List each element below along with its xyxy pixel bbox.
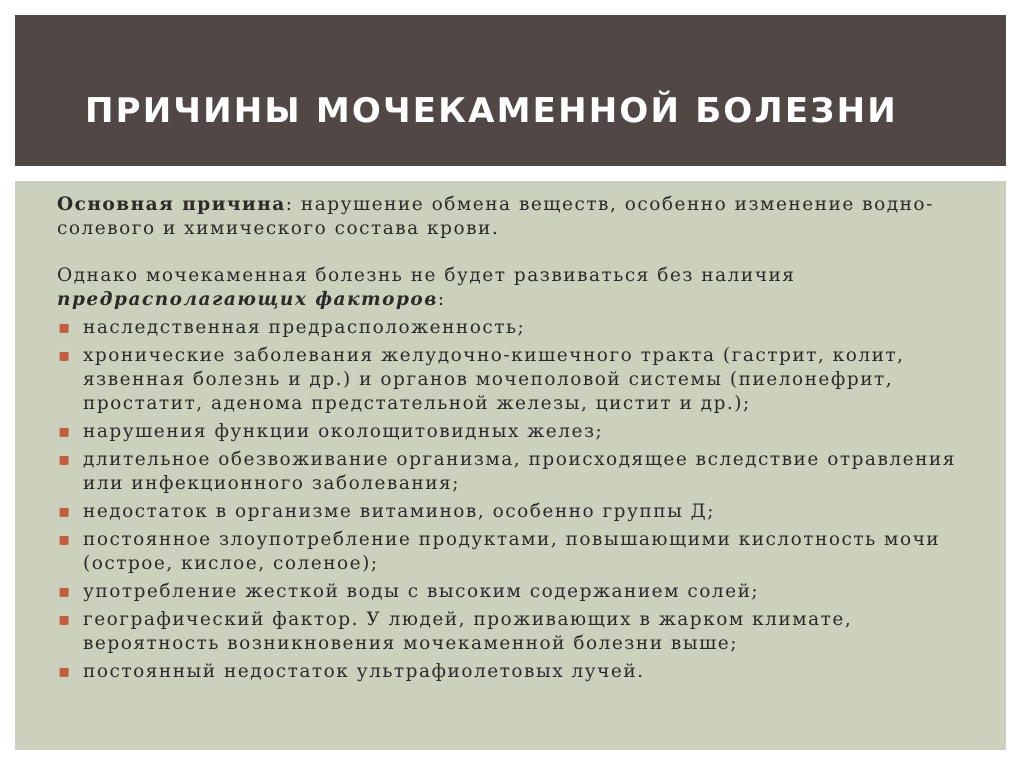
- bullet-icon: ▪: [58, 421, 72, 442]
- list-item: [57, 580, 987, 604]
- list-item: [57, 316, 987, 340]
- list-item: [57, 420, 987, 444]
- list-item: [57, 344, 987, 416]
- slide-title: ПРИЧИНЫ МОЧЕКАМЕННОЙ БОЛЕЗНИ: [85, 91, 898, 131]
- list-item-text: длительное обезвоживание организма, происходящее вследствие отравления или инфекционного заболевания;: [83, 449, 956, 494]
- list-item-text: постоянное злоупотребление продуктами, повышающими кислотность мочи (острое, кислое, соленое);: [83, 529, 941, 574]
- list-item-text: нарушения функции околощитовидных желез;: [83, 421, 604, 442]
- bullet-icon: ▪: [58, 317, 72, 338]
- factors-paragraph: [57, 264, 987, 312]
- list-item-text: географический фактор. У людей, проживающих в жарком климате, вероятность возникновения мочекаменной болезни выше;: [83, 609, 853, 654]
- list-item: [57, 448, 987, 496]
- intro-paragraph: [57, 193, 987, 241]
- bullet-icon: ▪: [58, 529, 72, 550]
- list-item: [57, 528, 987, 576]
- list-item: [57, 660, 987, 684]
- title-banner: [15, 15, 1006, 166]
- intro-text: : нарушение обмена веществ, особенно изменение водно-солевого и химического состава крови.: [57, 194, 934, 239]
- factors-emphasis: предрасполагающих факторов: [57, 289, 438, 310]
- bullet-icon: ▪: [58, 661, 72, 682]
- factors-colon: :: [437, 289, 446, 310]
- list-item-text: употребление жесткой воды с высоким содержанием солей;: [83, 581, 760, 602]
- bullet-icon: ▪: [58, 609, 72, 630]
- intro-label: Основная причина: [57, 194, 286, 215]
- list-item-text: постоянный недостаток ультрафиолетовых лучей.: [83, 661, 645, 682]
- factors-lead: Однако мочекаменная болезнь не будет развиваться без наличия: [57, 265, 796, 286]
- bullet-icon: ▪: [58, 581, 72, 602]
- list-item-text: хронические заболевания желудочно-кишечного тракта (гастрит, колит, язвенная болезнь и др.) и органов мочеполовой системы (пиелонефрит, простатит, аденома предстательной железы, цистит и др.);: [83, 345, 905, 414]
- list-item-text: наследственная предрасположенность;: [83, 317, 526, 338]
- list-item: [57, 608, 987, 656]
- bullet-icon: ▪: [58, 449, 72, 470]
- content-panel: [15, 181, 1006, 750]
- content-text: [57, 193, 987, 684]
- factor-list: [57, 316, 987, 684]
- list-item-text: недостаток в организме витаминов, особенно группы Д;: [83, 501, 715, 522]
- list-item: [57, 500, 987, 524]
- bullet-icon: ▪: [58, 345, 72, 366]
- bullet-icon: ▪: [58, 501, 72, 522]
